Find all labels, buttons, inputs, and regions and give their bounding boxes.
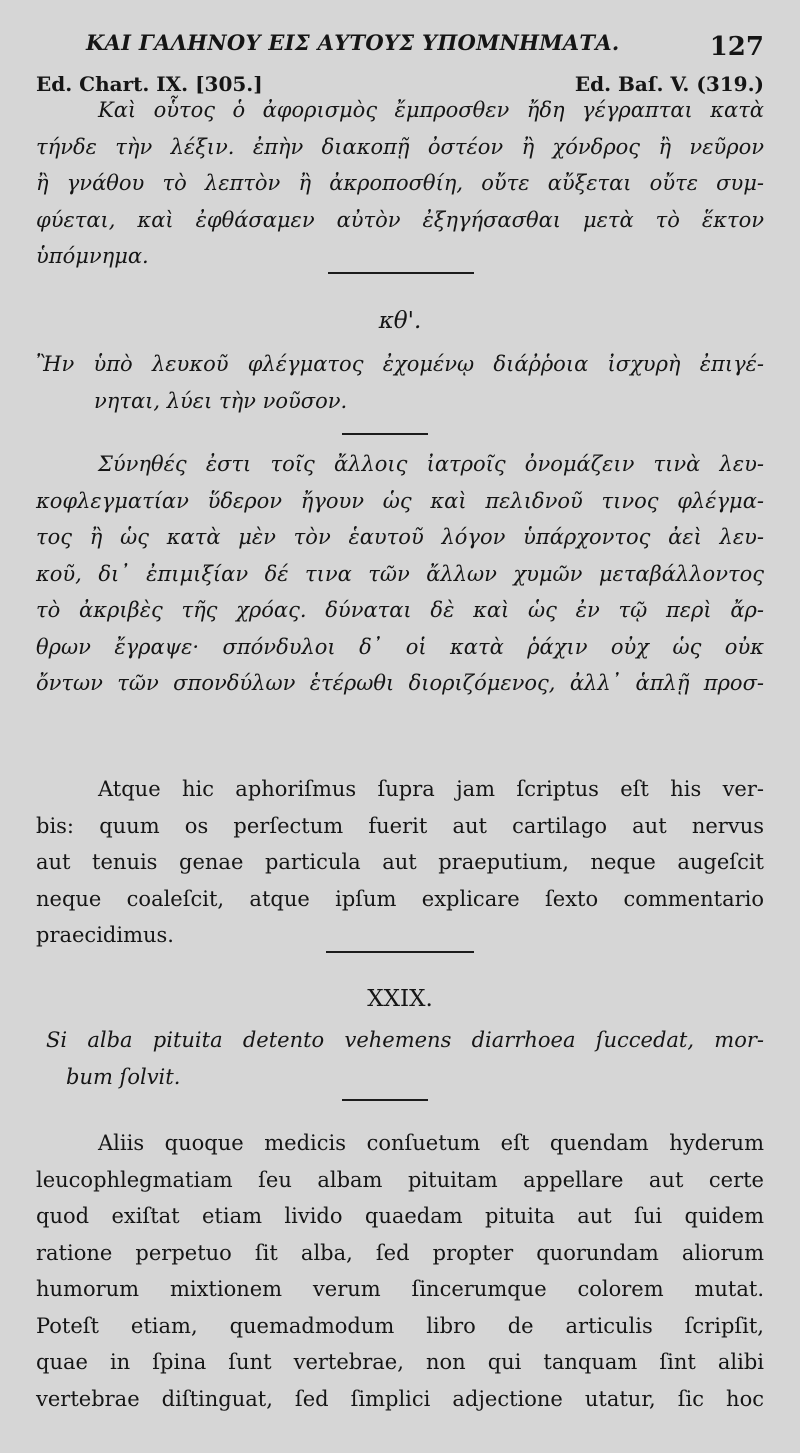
text-line: φύεται, καὶ ἐφθάσαμεν αὐτὸν ἐξηγήσασθαι μετὰ τὸ ἕκτον bbox=[36, 207, 764, 232]
text-line: Atque hic aphoriſmus ſupra jam ſcriptus eſt his ver- bbox=[98, 777, 764, 801]
text-line: ratione perpetuo ſit alba, ſed propter quorundam aliorum bbox=[36, 1240, 764, 1265]
text-line: τήνδε τὴν λέξιν. ἐπὴν διακοπῇ ὀστέον ἢ χόνδρος ἢ νεῦρον bbox=[36, 134, 764, 159]
page-number: 127 bbox=[709, 32, 764, 62]
text-line: leucophlegmatiam ſeu albam pituitam appellare aut certe bbox=[36, 1167, 764, 1192]
text-line: humorum mixtionem verum ſincerumque colorem mutat. bbox=[36, 1277, 764, 1301]
text-line: θρων ἔγραψε· σπόνδυλοι δ᾽ οἱ κατὰ ῥάχιν οὐχ ὡς οὐκ bbox=[36, 634, 764, 659]
text-line: Poteſt etiam, quemadmodum libro de articulis ſcripſit, bbox=[36, 1313, 764, 1338]
greek-section-number: κθ'. bbox=[378, 308, 422, 334]
latin-aphorism bbox=[36, 1022, 764, 1095]
text-line: νηται, λύει τὴν νοῦσον. bbox=[94, 388, 348, 413]
latin-intro-paragraph bbox=[36, 771, 764, 954]
edition-reference-left: Ed. Chart. IX. [305.] bbox=[36, 72, 263, 96]
text-line: vertebrae diſtinguat, ſed ſimplici adjectione utatur, ſic hoc bbox=[36, 1386, 764, 1411]
text-line: κοφλεγματίαν ὕδερον ἤγουν ὡς καὶ πελιδνοῦ τινος φλέγμα- bbox=[36, 488, 764, 513]
latin-commentary-paragraph bbox=[36, 1125, 764, 1417]
text-line: Ἢν ὑπὸ λευκοῦ φλέγματος ἐχομένῳ διάῤῥοια ἰσχυρὴ ἐπιγέ- bbox=[36, 352, 764, 376]
text-line: τος ἢ ὡς κατὰ μὲν τὸν ἑαυτοῦ λόγον ὑπάρχοντος ἀεὶ λευ- bbox=[36, 525, 764, 549]
text-line: praecidimus. bbox=[36, 923, 174, 947]
section-divider bbox=[342, 1099, 428, 1101]
greek-intro-paragraph bbox=[36, 92, 764, 275]
latin-section-number: XXIX. bbox=[367, 986, 433, 1012]
edition-reference-right: Ed. Baſ. V. (319.) bbox=[574, 72, 764, 96]
text-line: Καὶ οὗτος ὁ ἀφορισμὸς ἔμπροσθεν ἤδη γέγραπται κατὰ bbox=[98, 98, 764, 122]
text-line: ὑπόμνημα. bbox=[36, 244, 149, 268]
text-line: neque coaleſcit, atque ipſum explicare ſexto commentario bbox=[36, 886, 764, 911]
text-line: ἢ γνάθου τὸ λεπτὸν ἢ ἀκροποσθίη, οὔτε αὔξεται οὔτε συμ- bbox=[36, 171, 764, 195]
text-line: bis: quum os perſectum fuerit aut cartilago aut nervus bbox=[36, 813, 764, 838]
text-line: Σύνηθές ἐστι τοῖς ἄλλοις ἰατροῖς ὀνομάζειν τινὰ λευ- bbox=[98, 452, 764, 476]
section-divider bbox=[342, 433, 428, 435]
section-divider bbox=[328, 272, 474, 274]
text-line: Si alba pituita detento vehemens diarrhoea ſuccedat, mor- bbox=[46, 1028, 764, 1052]
greek-aphorism bbox=[36, 346, 764, 419]
text-line: ὄντων τῶν σπονδύλων ἑτέρωθι διοριζόμενος, ἀλλ᾽ ἁπλῇ προσ- bbox=[36, 671, 764, 695]
text-line: quae in ſpina ſunt vertebrae, non qui tanquam ſint alibi bbox=[36, 1350, 764, 1374]
text-line: quod exiſtat etiam livido quaedam pituita aut ſui quidem bbox=[36, 1204, 764, 1228]
text-line: aut tenuis genae particula aut praeputium, neque augeſcit bbox=[36, 850, 764, 874]
greek-commentary-paragraph bbox=[36, 446, 764, 702]
section-divider bbox=[326, 951, 474, 953]
text-line: Aliis quoque medicis conſuetum eſt quendam hyderum bbox=[98, 1131, 764, 1155]
text-line: bum ſolvit. bbox=[66, 1064, 181, 1089]
text-line: κοῦ, δι᾽ ἐπιμιξίαν δέ τινα τῶν ἄλλων χυμῶν μεταβάλλοντος bbox=[36, 561, 764, 586]
text-line: τὸ ἀκριβὲς τῆς χρόας. δύναται δὲ καὶ ὡς ἐν τῷ περὶ ἄρ- bbox=[36, 598, 764, 622]
running-title: ΚΑΙ ΓΑΛΗΝΟΥ ΕΙΣ ΑΥΤΟΥΣ ΥΠΟΜΝΗΜΑΤΑ. bbox=[86, 30, 620, 55]
